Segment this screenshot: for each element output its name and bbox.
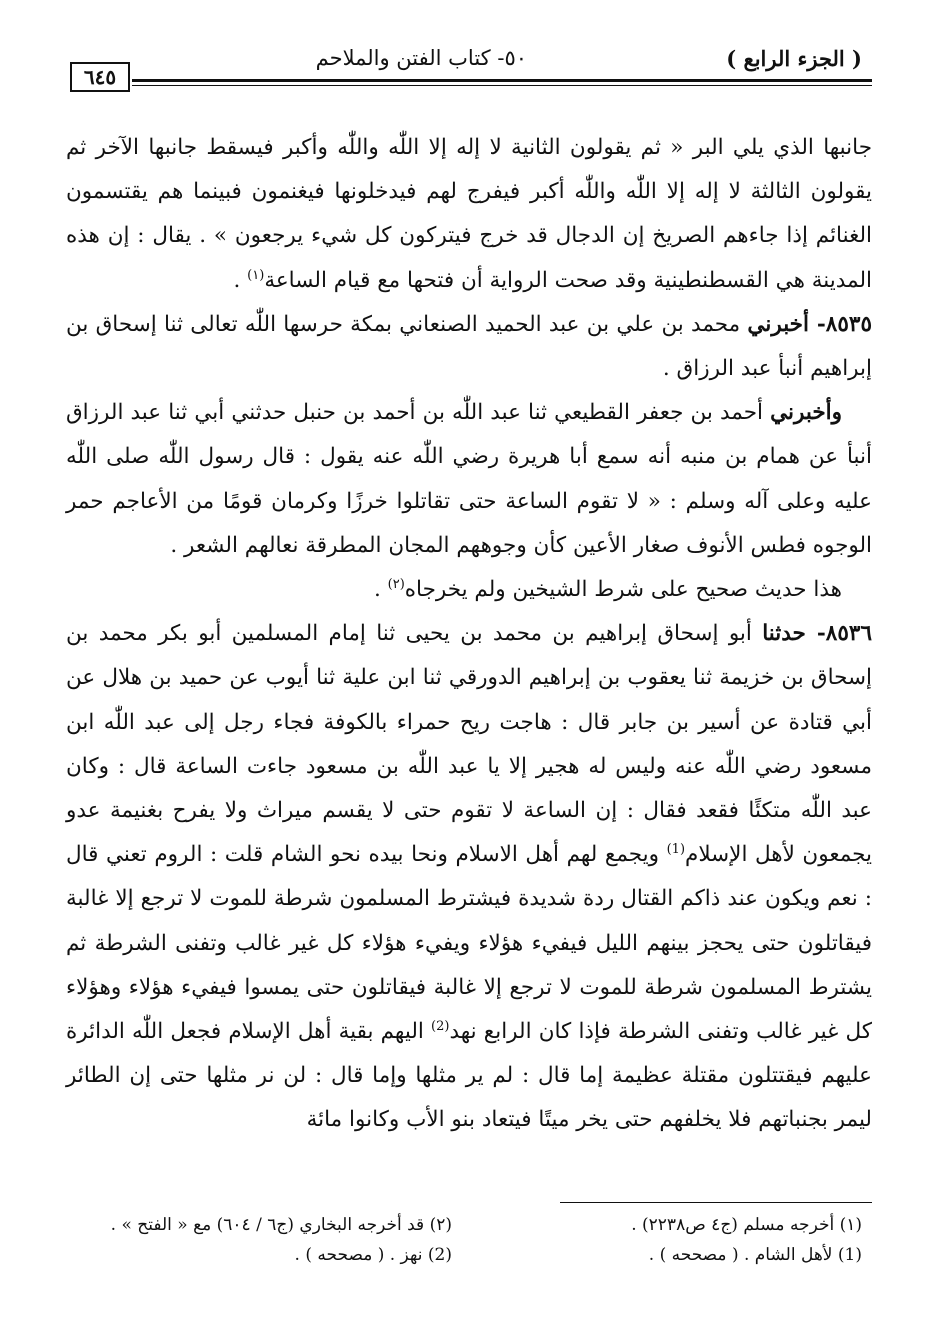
header-rule-thick [132, 79, 872, 82]
page-number: ٦٤٥ [70, 62, 130, 92]
footnote-1: (١) أخرجه مسلم (ج٤ ص٢٢٣٨) . [631, 1215, 862, 1235]
chain-keyword: وأخبرني [770, 400, 842, 426]
paragraph-grading: هذا حديث صحيح على شرط الشيخين ولم يخرجاه$^{(٢)}$ . [373, 576, 842, 603]
footnote-4: (2) نهز . ( مصححه ) . [294, 1245, 452, 1265]
footnote-rule [560, 1202, 872, 1203]
footnote-ref: (2) [431, 1018, 450, 1034]
hadith-8536: ٨٥٣٦- حدثنا أبو إسحاق إبراهيم بن محمد بن يحيى ثنا إمام المسلمين أبو بكر محمد بن إسحاق بن خزيمة ثنا يعقوب بن إبراهيم الدورقي ثنا ابن علية ثنا أيوب عن حميد بن هلال عن أبي قتادة عن أسير بن جابر قال : هاجت ريح حمراء بالكوفة فجاء رجل إلى عبد اللّٰه ابن مسعود رضي اللّٰه عنه وليس له هجير إلا يا عبد اللّٰه بن مسعود جاءت الساعة قال : وكان عبد اللّٰه متكئًا فقعد فقال : إن الساعة لا تقوم حتى لا يقسم ميراث ولا يفرح بغنيمة عدو يجمعون لأهل الإسلام$^{(1)}$ ويجمع لهم أهل الاسلام ونحا بيده نحو الشام قلت : الروم تعني قال : نعم ويكون عند ذاكم القتال ردة شديدة فيشترط المسلمون شرطة للموت لا ترجع إلا غالبة فيقاتلون حتى يحجز بينهم الليل فيفيء هؤلاء ويفيء هؤلاء كل غير غالب وتفنى الشرطة ثم يشترط المسلمون شرطة للموت لا ترجع إلا غالبة فيقاتلون حتى يمسوا فيفيء هؤلاء وهؤلاء كل غير غالب وتفنى الشرطة فإذا كان الرابع نهد$^{(2)}$ اليهم بقية أهل الإسلام فجعل اللّٰه الدائرة عليهم فيقتتلون مقتلة عظيمة إما قال : لم ير مثلها وإما قال : لن نر مثلها حتى إن الطائر ليمر بجنباتهم فلا يخلفهم حتى يخر ميتًا فيتعاد بنو الأب وكانوا مائة [66, 621, 872, 1133]
volume-title: ( الجزء الرابع ) [726, 46, 862, 71]
page-header [62, 46, 872, 89]
book-title: ٥٠- كتاب الفتن والملاحم [315, 46, 527, 70]
header-rule-thin [132, 85, 872, 86]
paragraph-continuation: جانبها الذي يلي البر « ثم يقولون الثانية لا إله إلا اللّٰه واللّٰه وأكبر فيسقط جانبها الآخر ثم يقولون الثالثة لا إله إلا اللّٰه واللّٰه أكبر فيفرج لهم فيدخلونها فيغنمون فبينما هم يقتسمون الغنائم إذا جاءهم الصريخ إن الدجال قد خرج فيتركون كل شيء يرجعون » . يقال : إن هذه المدينة هي القسطنطينية وقد صحت الرواية أن فتحها مع قيام الساعة$^{(١)}$ . [66, 135, 872, 293]
hadith-keyword: أخبرني [747, 311, 809, 337]
hadith-keyword: حدثنا [762, 621, 806, 647]
paragraph-chain: وأخبرني أحمد بن جعفر القطيعي ثنا عبد اللّٰه بن أحمد بن حنبل حدثني أبي ثنا عبد الرزاق أنبأ عن همام بن منبه أنه سمع أبا هريرة رضي اللّٰه عنه يقول : قال رسول اللّٰه صلى اللّٰه عليه وعلى آله وسلم : « لا تقوم الساعة حتى تقاتلوا خرزًا وكرمان قومًا من الأعاجم حمر الوجوه فطس الأنوف صغار الأعين كأن وجوههم المجان المطرقة نعالهم الشعر . [66, 400, 872, 558]
footnote-ref: (٢) [387, 576, 405, 592]
footnotes [66, 1210, 872, 1280]
footnote-2: (٢) قد أخرجه البخاري (ج٦ / ٦٠٤) مع « الفتح » . [110, 1215, 452, 1235]
footnote-ref: (1) [666, 842, 686, 858]
hadith-number: ٨٥٣٥- [808, 311, 872, 337]
hadith-number: ٨٥٣٦- [805, 621, 872, 647]
main-text [66, 126, 872, 1143]
hadith-8535: ٨٥٣٥- أخبرني محمد بن علي بن عبد الحميد الصنعاني بمكة حرسها اللّٰه تعالى ثنا إسحاق بن إبراهيم أنبأ عبد الرزاق . [66, 311, 872, 382]
footnote-3: (1) لأهل الشام . ( مصححه ) . [648, 1245, 862, 1265]
footnote-ref: (١) [247, 267, 265, 283]
